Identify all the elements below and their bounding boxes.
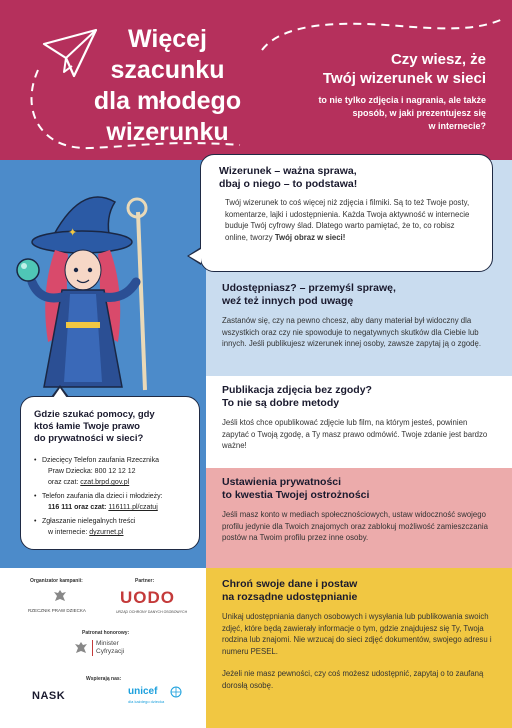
svg-text:✦: ✦ xyxy=(68,226,78,239)
unicef-subtitle: dla każdego dziecka xyxy=(128,699,165,704)
page-title xyxy=(80,24,255,148)
organizer-name: RZECZNIK PRAW DZIECKA xyxy=(28,608,86,613)
left-panel xyxy=(0,160,206,568)
list-item: • Zgłaszanie nielegalnych treści w internecie: dyzurnet.pl xyxy=(34,516,189,538)
section-protect-data xyxy=(206,568,512,728)
title-line: wizerunku xyxy=(106,118,229,146)
partner-subtitle: URZĄD OCHRONY DANYCH OSOBOWYCH xyxy=(116,610,188,614)
chat-link-brpd[interactable]: czat.brpd.gov.pl xyxy=(80,479,130,486)
patron-label: Patronat honorowy: xyxy=(82,630,130,636)
section-body: Twój wizerunek to coś więcej niż zdjęcia i filmiki. Są to też Twoje posty, komentarze, lajki i udostępnienia. Każda Twoja aktywność w internecie buduje Twój cyfrowy ślad. Dlatego warto pamiętać, że to, co robisz online, tworzy Twój obraz w sieci! xyxy=(225,198,470,242)
globe-icon xyxy=(170,686,182,698)
section-sharing xyxy=(206,274,512,376)
eagle-emblem-icon xyxy=(74,640,88,656)
section-heading: Publikacja zdjęcia bez zgody? To nie są dobre metody xyxy=(222,384,372,409)
title-line: Więcej xyxy=(128,25,207,53)
question-heading: Czy wiesz, że Twój wizerunek w sieci xyxy=(322,51,486,87)
organizer-label: Organizator kampanii: xyxy=(30,578,83,584)
title-line: dla młodego xyxy=(93,87,242,115)
header-banner xyxy=(0,0,512,160)
section-heading: Ustawienia prywatności to kwestia Twojej ostrożności xyxy=(222,476,370,501)
section-body: Zastanów się, czy na pewno chcesz, aby dany materiał był widoczny dla wszystkich oraz czy nie spowoduje to negatywnych skutków dla Ciebie lub innych. Jeśli publikujesz wizerunek innej osoby, zawsze zapytaj ją o zgodę. xyxy=(222,316,482,348)
patron-name: Minister Cyfryzacji xyxy=(92,640,124,656)
eagle-emblem-icon xyxy=(52,588,68,604)
section-body: Unikaj udostępniania danych osobowych i wysyłania lub publikowania swoich zdjęć, które będą zawierały informacje o tym, gdzie znajdujesz się Ty, Twoja rodzina lub znajomi. Nie wrzucaj do sieci zdjęć dokumentów, swojego adresu i numeru PESEL. xyxy=(222,612,492,656)
help-title: Gdzie szukać pomocy, gdy ktoś łamie Twoje prawo do prywatności w sieci? xyxy=(34,409,155,444)
help-list xyxy=(34,455,189,538)
section-body: Jeśli masz konto w mediach społecznościowych, ustaw widoczność swojego profilu jedynie dla Twoich znajomych oraz zablokuj możliwość zamieszczania postów na Twoim profilu przez inne osoby. xyxy=(222,510,488,542)
link-dyzurnet[interactable]: dyzurnet.pl xyxy=(89,529,124,536)
section-heading: Chroń swoje dane i postaw na rozsądne udostępnianie xyxy=(222,578,358,603)
list-item: • Dziecięcy Telefon zaufania Rzecznika Praw Dziecka: 800 12 12 12 oraz czat: czat.brpd.gov.pl xyxy=(34,455,189,488)
help-box xyxy=(20,396,200,550)
nask-logo: NASK xyxy=(32,690,66,702)
unicef-logo: unicef xyxy=(128,686,158,697)
section-privacy-settings xyxy=(206,468,512,568)
chat-link-116111[interactable]: 116111.pl/czatuj xyxy=(108,504,158,511)
question-subtext: to nie tylko zdjęcia i nagrania, ale także sposób, w jaki prezentujesz się w internecie? xyxy=(318,95,486,131)
logos-area xyxy=(0,568,206,728)
list-item: • Telefon zaufania dla dzieci i młodzieży: 116 111 oraz czat: 116111.pl/czatuj xyxy=(34,491,189,513)
speech-bubble-image xyxy=(200,154,493,272)
uodo-logo: UODO xyxy=(120,588,175,607)
section-body: Jeśli ktoś chce opublikować zdjęcie lub film, na którym jesteś, powinien zapytać o Twoją zgodę, a Ty masz prawo odmówić. Twoje zdanie jest bardzo ważne! xyxy=(222,418,488,450)
section-consent xyxy=(206,376,512,468)
wizard-illustration xyxy=(10,182,180,392)
section-heading: Udostępniasz? – przemyśl sprawę, weź też innych pod uwagę xyxy=(222,282,396,307)
title-line: szacunku xyxy=(110,56,225,84)
header-question xyxy=(236,50,486,133)
section-body-2: Jeżeli nie masz pewności, czy coś możesz udostępnić, zapytaj o to zaufaną dorosłą osobę. xyxy=(222,669,484,690)
partner-label: Partner: xyxy=(135,578,155,584)
section-heading: Wizerunek – ważna sprawa, dbaj o niego – to podstawa! xyxy=(219,165,358,190)
support-label: Wspierają nas: xyxy=(86,676,122,682)
